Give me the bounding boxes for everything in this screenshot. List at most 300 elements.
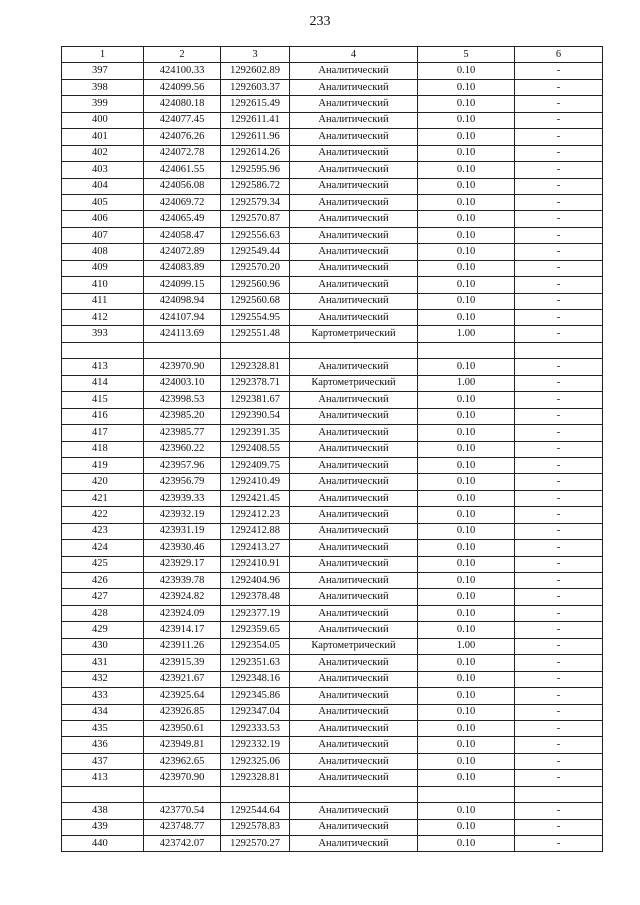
y-coordinate-cell: 1292611.41 [221, 112, 290, 128]
y-coordinate-cell: 1292421.45 [221, 490, 290, 506]
method-cell: Аналитический [290, 540, 418, 556]
point-number-cell: 433 [62, 688, 144, 704]
accuracy-cell: 0.10 [418, 556, 515, 572]
accuracy-cell [418, 786, 515, 802]
note-cell: - [515, 523, 603, 539]
table-row [62, 836, 603, 852]
y-coordinate-cell: 1292554.95 [221, 310, 290, 326]
method-cell: Картометрический [290, 375, 418, 391]
point-number-cell [62, 786, 144, 802]
table-row [62, 227, 603, 243]
y-coordinate-cell: 1292614.26 [221, 145, 290, 161]
table-row [62, 737, 603, 753]
column-header-4: 4 [290, 47, 418, 63]
note-cell: - [515, 260, 603, 276]
table-row [62, 112, 603, 128]
accuracy-cell: 0.10 [418, 671, 515, 687]
accuracy-cell: 0.10 [418, 277, 515, 293]
method-cell: Аналитический [290, 441, 418, 457]
x-coordinate-cell: 423957.96 [144, 457, 221, 473]
accuracy-cell: 0.10 [418, 178, 515, 194]
y-coordinate-cell: 1292332.19 [221, 737, 290, 753]
note-cell: - [515, 622, 603, 638]
table-row [62, 720, 603, 736]
point-number-cell: 400 [62, 112, 144, 128]
x-coordinate-cell: 423911.26 [144, 638, 221, 654]
x-coordinate-cell: 424056.08 [144, 178, 221, 194]
x-coordinate-cell: 423914.17 [144, 622, 221, 638]
method-cell: Аналитический [290, 605, 418, 621]
note-cell [515, 342, 603, 358]
note-cell: - [515, 375, 603, 391]
accuracy-cell: 0.10 [418, 573, 515, 589]
page-number: 233 [309, 14, 331, 29]
method-cell: Аналитический [290, 720, 418, 736]
table-row [62, 310, 603, 326]
accuracy-cell: 0.10 [418, 392, 515, 408]
table-row [62, 79, 603, 95]
method-cell: Аналитический [290, 803, 418, 819]
method-cell: Аналитический [290, 244, 418, 260]
method-cell: Картометрический [290, 638, 418, 654]
note-cell: - [515, 211, 603, 227]
x-coordinate-cell: 423926.85 [144, 704, 221, 720]
y-coordinate-cell: 1292408.55 [221, 441, 290, 457]
table-row [62, 342, 603, 358]
y-coordinate-cell: 1292570.20 [221, 260, 290, 276]
y-coordinate-cell: 1292354.05 [221, 638, 290, 654]
point-number-cell: 401 [62, 129, 144, 145]
accuracy-cell: 0.10 [418, 244, 515, 260]
y-coordinate-cell: 1292544.64 [221, 803, 290, 819]
accuracy-cell: 0.10 [418, 720, 515, 736]
method-cell: Аналитический [290, 737, 418, 753]
accuracy-cell: 0.10 [418, 819, 515, 835]
accuracy-cell: 0.10 [418, 622, 515, 638]
method-cell [290, 786, 418, 802]
note-cell [515, 786, 603, 802]
table-row [62, 786, 603, 802]
table-row [62, 688, 603, 704]
table-row [62, 523, 603, 539]
y-coordinate-cell: 1292560.68 [221, 293, 290, 309]
point-number-cell: 413 [62, 770, 144, 786]
column-header-6: 6 [515, 47, 603, 63]
note-cell: - [515, 605, 603, 621]
x-coordinate-cell: 423930.46 [144, 540, 221, 556]
y-coordinate-cell: 1292595.96 [221, 162, 290, 178]
point-number-cell: 414 [62, 375, 144, 391]
accuracy-cell: 0.10 [418, 359, 515, 375]
note-cell: - [515, 425, 603, 441]
table-row [62, 704, 603, 720]
x-coordinate-cell: 424107.94 [144, 310, 221, 326]
table-row [62, 277, 603, 293]
x-coordinate-cell: 424076.26 [144, 129, 221, 145]
x-coordinate-cell: 424058.47 [144, 227, 221, 243]
table-row [62, 655, 603, 671]
point-number-cell: 393 [62, 326, 144, 342]
note-cell: - [515, 770, 603, 786]
y-coordinate-cell: 1292328.81 [221, 359, 290, 375]
y-coordinate-cell: 1292556.63 [221, 227, 290, 243]
accuracy-cell: 0.10 [418, 260, 515, 276]
method-cell: Аналитический [290, 556, 418, 572]
method-cell [290, 342, 418, 358]
point-number-cell [62, 342, 144, 358]
point-number-cell: 416 [62, 408, 144, 424]
table-row [62, 244, 603, 260]
method-cell: Аналитический [290, 145, 418, 161]
table-row [62, 556, 603, 572]
table-row [62, 753, 603, 769]
point-number-cell: 434 [62, 704, 144, 720]
point-number-cell: 430 [62, 638, 144, 654]
point-number-cell: 428 [62, 605, 144, 621]
point-number-cell: 418 [62, 441, 144, 457]
method-cell: Аналитический [290, 688, 418, 704]
x-coordinate-cell: 424061.55 [144, 162, 221, 178]
accuracy-cell: 0.10 [418, 688, 515, 704]
accuracy-cell: 0.10 [418, 145, 515, 161]
point-number-cell: 435 [62, 720, 144, 736]
method-cell: Аналитический [290, 310, 418, 326]
accuracy-cell: 0.10 [418, 194, 515, 210]
accuracy-cell: 0.10 [418, 112, 515, 128]
note-cell: - [515, 540, 603, 556]
point-number-cell: 431 [62, 655, 144, 671]
column-header-5: 5 [418, 47, 515, 63]
point-number-cell: 409 [62, 260, 144, 276]
y-coordinate-cell: 1292560.96 [221, 277, 290, 293]
x-coordinate-cell: 424069.72 [144, 194, 221, 210]
x-coordinate-cell: 424113.69 [144, 326, 221, 342]
method-cell: Аналитический [290, 523, 418, 539]
method-cell: Аналитический [290, 112, 418, 128]
point-number-cell: 402 [62, 145, 144, 161]
point-number-cell: 404 [62, 178, 144, 194]
table-row [62, 671, 603, 687]
x-coordinate-cell: 423956.79 [144, 474, 221, 490]
table-row [62, 96, 603, 112]
x-coordinate-cell: 424100.33 [144, 63, 221, 79]
point-number-cell: 406 [62, 211, 144, 227]
x-coordinate-cell: 424072.89 [144, 244, 221, 260]
table-row [62, 457, 603, 473]
x-coordinate-cell: 424083.89 [144, 260, 221, 276]
y-coordinate-cell [221, 342, 290, 358]
table-row [62, 474, 603, 490]
point-number-cell: 410 [62, 277, 144, 293]
method-cell: Аналитический [290, 457, 418, 473]
accuracy-cell: 0.10 [418, 655, 515, 671]
table-row [62, 540, 603, 556]
table-row [62, 63, 603, 79]
method-cell: Аналитический [290, 260, 418, 276]
point-number-cell: 422 [62, 507, 144, 523]
y-coordinate-cell: 1292586.72 [221, 178, 290, 194]
y-coordinate-cell: 1292412.23 [221, 507, 290, 523]
x-coordinate-cell: 423770.54 [144, 803, 221, 819]
accuracy-cell: 0.10 [418, 770, 515, 786]
table-row [62, 293, 603, 309]
note-cell: - [515, 392, 603, 408]
method-cell: Аналитический [290, 753, 418, 769]
method-cell: Аналитический [290, 819, 418, 835]
table-body [62, 63, 603, 852]
method-cell: Аналитический [290, 655, 418, 671]
x-coordinate-cell: 424065.49 [144, 211, 221, 227]
x-coordinate-cell: 423929.17 [144, 556, 221, 572]
point-number-cell: 417 [62, 425, 144, 441]
table-row [62, 638, 603, 654]
accuracy-cell: 0.10 [418, 589, 515, 605]
x-coordinate-cell: 423985.77 [144, 425, 221, 441]
y-coordinate-cell: 1292325.06 [221, 753, 290, 769]
x-coordinate-cell: 423742.07 [144, 836, 221, 852]
method-cell: Аналитический [290, 425, 418, 441]
y-coordinate-cell [221, 786, 290, 802]
method-cell: Аналитический [290, 704, 418, 720]
x-coordinate-cell: 424077.45 [144, 112, 221, 128]
note-cell: - [515, 227, 603, 243]
y-coordinate-cell: 1292328.81 [221, 770, 290, 786]
method-cell: Аналитический [290, 507, 418, 523]
y-coordinate-cell: 1292570.87 [221, 211, 290, 227]
method-cell: Аналитический [290, 227, 418, 243]
accuracy-cell: 0.10 [418, 441, 515, 457]
accuracy-cell: 0.10 [418, 737, 515, 753]
x-coordinate-cell: 423962.65 [144, 753, 221, 769]
method-cell: Аналитический [290, 162, 418, 178]
note-cell: - [515, 704, 603, 720]
note-cell: - [515, 655, 603, 671]
table-row [62, 129, 603, 145]
accuracy-cell: 0.10 [418, 425, 515, 441]
x-coordinate-cell: 423960.22 [144, 441, 221, 457]
coordinates-table [61, 46, 603, 852]
x-coordinate-cell: 424072.78 [144, 145, 221, 161]
table-row [62, 770, 603, 786]
method-cell: Аналитический [290, 129, 418, 145]
y-coordinate-cell: 1292390.54 [221, 408, 290, 424]
table-row [62, 605, 603, 621]
note-cell: - [515, 457, 603, 473]
point-number-cell: 425 [62, 556, 144, 572]
x-coordinate-cell: 424003.10 [144, 375, 221, 391]
method-cell: Аналитический [290, 79, 418, 95]
y-coordinate-cell: 1292378.48 [221, 589, 290, 605]
x-coordinate-cell [144, 786, 221, 802]
table-row [62, 573, 603, 589]
table-row [62, 326, 603, 342]
note-cell: - [515, 129, 603, 145]
accuracy-cell: 0.10 [418, 753, 515, 769]
accuracy-cell: 0.10 [418, 96, 515, 112]
method-cell: Аналитический [290, 770, 418, 786]
table-row [62, 507, 603, 523]
column-header-1: 1 [62, 47, 144, 63]
table-row [62, 392, 603, 408]
table-row [62, 589, 603, 605]
accuracy-cell: 0.10 [418, 211, 515, 227]
point-number-cell: 420 [62, 474, 144, 490]
note-cell: - [515, 441, 603, 457]
point-number-cell: 413 [62, 359, 144, 375]
note-cell: - [515, 819, 603, 835]
note-cell: - [515, 589, 603, 605]
note-cell: - [515, 194, 603, 210]
note-cell: - [515, 79, 603, 95]
note-cell: - [515, 326, 603, 342]
x-coordinate-cell: 423925.64 [144, 688, 221, 704]
method-cell: Аналитический [290, 671, 418, 687]
note-cell: - [515, 803, 603, 819]
method-cell: Аналитический [290, 408, 418, 424]
table-row [62, 162, 603, 178]
note-cell: - [515, 638, 603, 654]
note-cell: - [515, 490, 603, 506]
y-coordinate-cell: 1292345.86 [221, 688, 290, 704]
y-coordinate-cell: 1292351.63 [221, 655, 290, 671]
accuracy-cell: 0.10 [418, 162, 515, 178]
y-coordinate-cell: 1292412.88 [221, 523, 290, 539]
point-number-cell: 438 [62, 803, 144, 819]
y-coordinate-cell: 1292381.67 [221, 392, 290, 408]
table-row [62, 145, 603, 161]
accuracy-cell: 0.10 [418, 457, 515, 473]
note-cell: - [515, 720, 603, 736]
accuracy-cell: 1.00 [418, 326, 515, 342]
column-header-2: 2 [144, 47, 221, 63]
y-coordinate-cell: 1292359.65 [221, 622, 290, 638]
table-row [62, 260, 603, 276]
y-coordinate-cell: 1292348.16 [221, 671, 290, 687]
accuracy-cell: 0.10 [418, 293, 515, 309]
accuracy-cell: 0.10 [418, 310, 515, 326]
y-coordinate-cell: 1292551.48 [221, 326, 290, 342]
method-cell: Аналитический [290, 63, 418, 79]
point-number-cell: 437 [62, 753, 144, 769]
note-cell: - [515, 96, 603, 112]
note-cell: - [515, 178, 603, 194]
accuracy-cell: 0.10 [418, 474, 515, 490]
method-cell: Аналитический [290, 96, 418, 112]
x-coordinate-cell [144, 342, 221, 358]
y-coordinate-cell: 1292410.49 [221, 474, 290, 490]
note-cell: - [515, 310, 603, 326]
table-row [62, 178, 603, 194]
point-number-cell: 426 [62, 573, 144, 589]
table-row [62, 375, 603, 391]
table-row [62, 194, 603, 210]
y-coordinate-cell: 1292404.96 [221, 573, 290, 589]
table-row [62, 441, 603, 457]
note-cell: - [515, 145, 603, 161]
y-coordinate-cell: 1292409.75 [221, 457, 290, 473]
x-coordinate-cell: 423970.90 [144, 770, 221, 786]
y-coordinate-cell: 1292603.37 [221, 79, 290, 95]
note-cell: - [515, 359, 603, 375]
x-coordinate-cell: 423748.77 [144, 819, 221, 835]
note-cell: - [515, 293, 603, 309]
y-coordinate-cell: 1292549.44 [221, 244, 290, 260]
y-coordinate-cell: 1292611.96 [221, 129, 290, 145]
accuracy-cell: 0.10 [418, 227, 515, 243]
point-number-cell: 424 [62, 540, 144, 556]
accuracy-cell: 0.10 [418, 79, 515, 95]
y-coordinate-cell: 1292579.34 [221, 194, 290, 210]
note-cell: - [515, 671, 603, 687]
accuracy-cell: 0.10 [418, 704, 515, 720]
point-number-cell: 427 [62, 589, 144, 605]
point-number-cell: 403 [62, 162, 144, 178]
method-cell: Аналитический [290, 474, 418, 490]
x-coordinate-cell: 423921.67 [144, 671, 221, 687]
point-number-cell: 436 [62, 737, 144, 753]
x-coordinate-cell: 423939.78 [144, 573, 221, 589]
point-number-cell: 412 [62, 310, 144, 326]
method-cell: Аналитический [290, 359, 418, 375]
accuracy-cell: 0.10 [418, 490, 515, 506]
point-number-cell: 432 [62, 671, 144, 687]
point-number-cell: 408 [62, 244, 144, 260]
accuracy-cell: 0.10 [418, 803, 515, 819]
method-cell: Аналитический [290, 293, 418, 309]
table-row [62, 622, 603, 638]
x-coordinate-cell: 423950.61 [144, 720, 221, 736]
method-cell: Аналитический [290, 178, 418, 194]
accuracy-cell: 0.10 [418, 836, 515, 852]
method-cell: Аналитический [290, 211, 418, 227]
method-cell: Аналитический [290, 589, 418, 605]
note-cell: - [515, 162, 603, 178]
x-coordinate-cell: 423949.81 [144, 737, 221, 753]
point-number-cell: 397 [62, 63, 144, 79]
header-row [62, 47, 603, 63]
accuracy-cell: 0.10 [418, 540, 515, 556]
accuracy-cell: 0.10 [418, 63, 515, 79]
y-coordinate-cell: 1292410.91 [221, 556, 290, 572]
note-cell: - [515, 244, 603, 260]
note-cell: - [515, 474, 603, 490]
y-coordinate-cell: 1292378.71 [221, 375, 290, 391]
accuracy-cell: 1.00 [418, 638, 515, 654]
y-coordinate-cell: 1292413.27 [221, 540, 290, 556]
table-row [62, 819, 603, 835]
table-row [62, 803, 603, 819]
method-cell: Аналитический [290, 622, 418, 638]
note-cell: - [515, 836, 603, 852]
x-coordinate-cell: 423924.82 [144, 589, 221, 605]
x-coordinate-cell: 423970.90 [144, 359, 221, 375]
note-cell: - [515, 737, 603, 753]
y-coordinate-cell: 1292391.35 [221, 425, 290, 441]
method-cell: Аналитический [290, 392, 418, 408]
x-coordinate-cell: 423998.53 [144, 392, 221, 408]
x-coordinate-cell: 424098.94 [144, 293, 221, 309]
accuracy-cell: 0.10 [418, 408, 515, 424]
column-header-3: 3 [221, 47, 290, 63]
x-coordinate-cell: 423932.19 [144, 507, 221, 523]
method-cell: Картометрический [290, 326, 418, 342]
x-coordinate-cell: 423924.09 [144, 605, 221, 621]
y-coordinate-cell: 1292602.89 [221, 63, 290, 79]
note-cell: - [515, 408, 603, 424]
note-cell: - [515, 63, 603, 79]
table-row [62, 490, 603, 506]
method-cell: Аналитический [290, 490, 418, 506]
